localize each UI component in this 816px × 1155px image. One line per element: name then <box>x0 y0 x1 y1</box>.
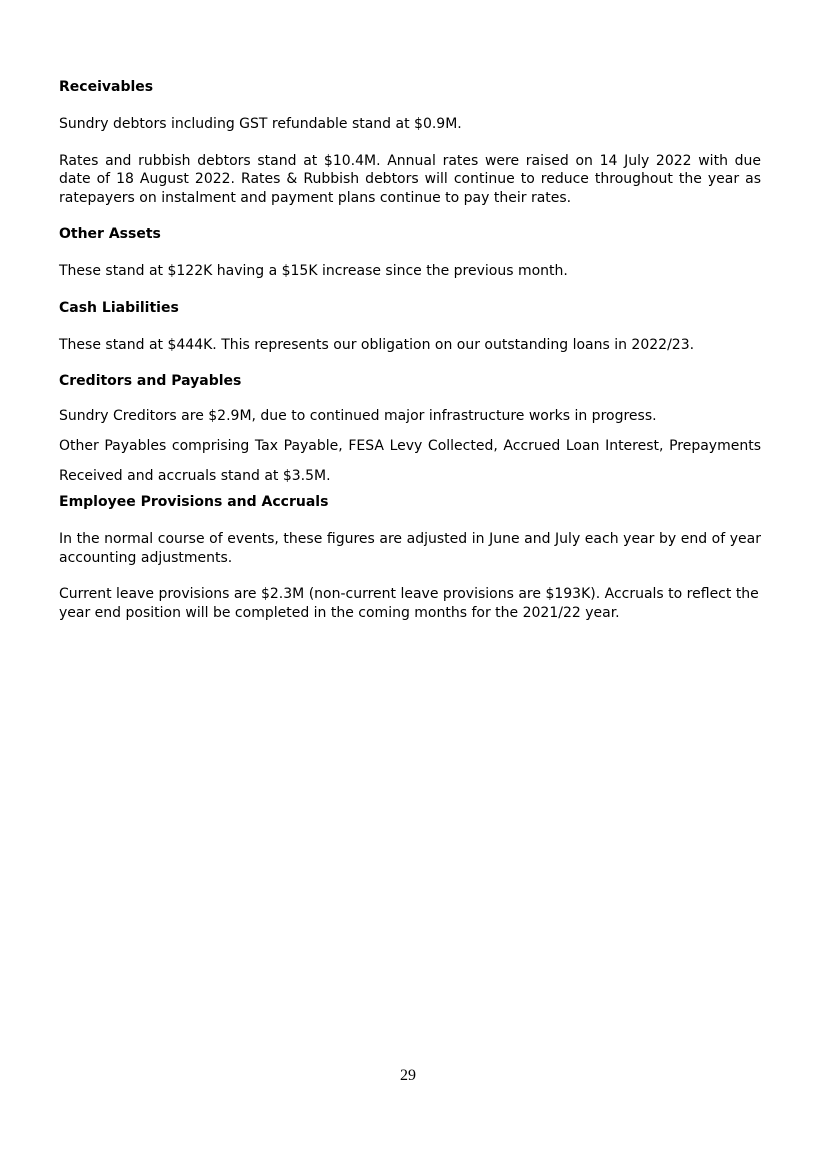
creditors-sundry-text: Sundry Creditors are $2.9M, due to continued major infrastructure works in progress. <box>59 408 657 424</box>
employee-provisions-text-1: In the normal course of events, these figures are adjusted in June and July each year by end of year accounting adjustments. <box>59 531 761 566</box>
section-heading-employee-provisions: Employee Provisions and Accruals <box>59 494 329 510</box>
creditors-other-payables-text: Other Payables comprising Tax Payable, FESA Levy Collected, Accrued Loan Interest, Prepayments Received and accruals stand at $3.5M. <box>59 438 761 484</box>
receivables-sundry-debtors: Sundry debtors including GST refundable stand at $0.9M. <box>59 116 462 132</box>
receivables-rates-debtors: Rates and rubbish debtors stand at $10.4M. Annual rates were raised on 14 July 2022 with due date of 18 August 2022. Rates & Rubbish debtors will continue to reduce throughout the year as ratepayers on instalment and payment plans continue to pay their rates. <box>59 152 761 206</box>
document-page <box>59 78 761 622</box>
section-heading-receivables: Receivables <box>59 79 154 95</box>
section-heading-cash-liabilities: Cash Liabilities <box>59 299 179 316</box>
section-heading-creditors: Creditors and Payables <box>59 373 242 389</box>
other-assets-text: These stand at $122K having a $15K increase since the previous month. <box>59 263 568 279</box>
section-heading-other-assets: Other Assets <box>59 226 161 242</box>
page-number: 29 <box>400 1067 416 1084</box>
employee-provisions-text-2: Current leave provisions are $2.3M (non-current leave provisions are $193K). Accruals to reflect the year end position will be completed in the coming months for the 2021/22 year. <box>59 586 759 621</box>
cash-liabilities-text: These stand at $444K. This represents our obligation on our outstanding loans in 2022/23. <box>59 336 695 353</box>
